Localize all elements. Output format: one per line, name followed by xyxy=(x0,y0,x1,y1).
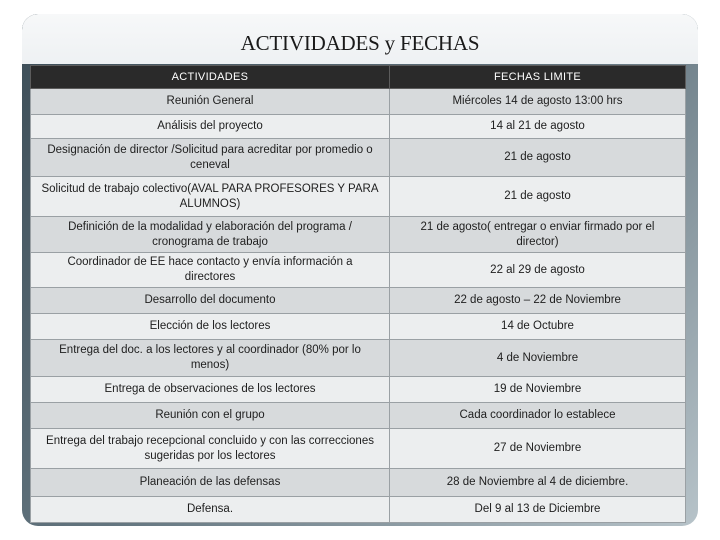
table-row xyxy=(31,314,686,340)
fecha-cell: 22 al 29 de agosto xyxy=(390,253,686,288)
title-bar xyxy=(22,14,698,64)
column-header-actividades: ACTIVIDADES xyxy=(31,66,390,89)
actividad-cell: Defensa. xyxy=(31,497,390,523)
fecha-cell: 14 al 21 de agosto xyxy=(390,115,686,139)
page-title: ACTIVIDADES y FECHAS xyxy=(240,31,480,55)
table-row xyxy=(31,497,686,523)
table-row xyxy=(31,403,686,429)
actividad-cell: Designación de director /Solicitud para acreditar por promedio o ceneval xyxy=(31,139,390,177)
table-row xyxy=(31,288,686,314)
table-row xyxy=(31,217,686,253)
table-row xyxy=(31,139,686,177)
actividad-cell: Coordinador de EE hace contacto y envía información a directores xyxy=(31,253,390,288)
actividad-cell: Reunión General xyxy=(31,89,390,115)
actividad-cell: Análisis del proyecto xyxy=(31,115,390,139)
table-row xyxy=(31,429,686,469)
actividad-cell: Entrega de observaciones de los lectores xyxy=(31,377,390,403)
fecha-cell: 14 de Octubre xyxy=(390,314,686,340)
actividad-cell: Solicitud de trabajo colectivo(AVAL PARA PROFESORES Y PARA ALUMNOS) xyxy=(31,177,390,217)
actividad-cell: Elección de los lectores xyxy=(31,314,390,340)
table-row xyxy=(31,377,686,403)
actividad-cell: Entrega del doc. a los lectores y al coordinador (80% por lo menos) xyxy=(31,340,390,377)
fecha-cell: 21 de agosto( entregar o enviar firmado por el director) xyxy=(390,217,686,253)
fecha-cell: 21 de agosto xyxy=(390,139,686,177)
fecha-cell: 28 de Noviembre al 4 de diciembre. xyxy=(390,469,686,497)
table-row xyxy=(31,177,686,217)
fecha-cell: Del 9 al 13 de Diciembre xyxy=(390,497,686,523)
fecha-cell: 21 de agosto xyxy=(390,177,686,217)
fecha-cell: 27 de Noviembre xyxy=(390,429,686,469)
slide-frame xyxy=(22,14,698,526)
actividad-cell: Reunión con el grupo xyxy=(31,403,390,429)
table-row xyxy=(31,469,686,497)
fecha-cell: Miércoles 14 de agosto 13:00 hrs xyxy=(390,89,686,115)
table-row xyxy=(31,89,686,115)
table-row xyxy=(31,340,686,377)
actividad-cell: Definición de la modalidad y elaboración del programa / cronograma de trabajo xyxy=(31,217,390,253)
fecha-cell: Cada coordinador lo establece xyxy=(390,403,686,429)
fecha-cell: 4 de Noviembre xyxy=(390,340,686,377)
table-header-row xyxy=(31,66,686,89)
actividad-cell: Entrega del trabajo recepcional concluido y con las correcciones sugeridas por los lectores xyxy=(31,429,390,469)
actividad-cell: Planeación de las defensas xyxy=(31,469,390,497)
fecha-cell: 19 de Noviembre xyxy=(390,377,686,403)
actividad-cell: Desarrollo del documento xyxy=(31,288,390,314)
table-row xyxy=(31,253,686,288)
column-header-fechas: FECHAS LIMITE xyxy=(390,66,686,89)
table-row xyxy=(31,115,686,139)
schedule-table xyxy=(30,65,686,523)
fecha-cell: 22 de agosto – 22 de Noviembre xyxy=(390,288,686,314)
